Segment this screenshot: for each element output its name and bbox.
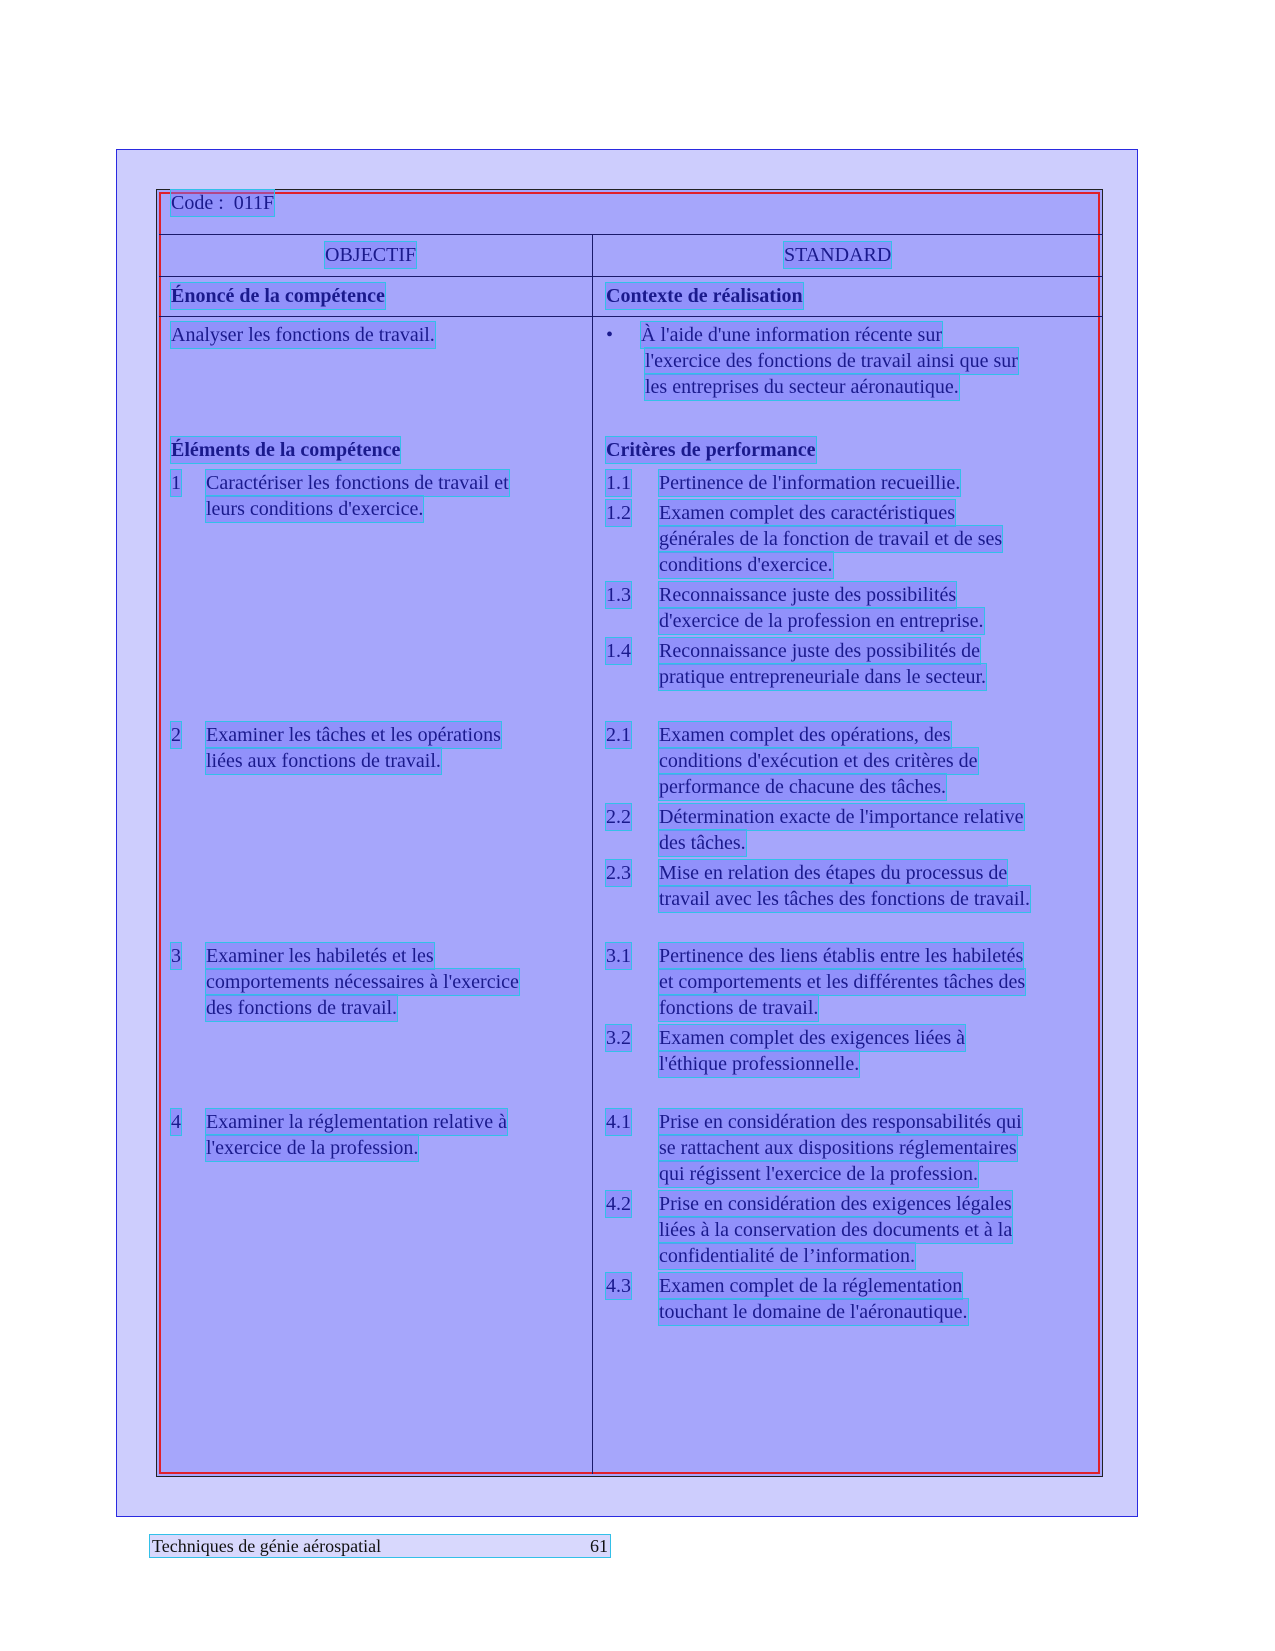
critere-line: Examen complet de la réglementation bbox=[659, 1275, 963, 1297]
critere-line: et comportements et les différentes tâches des bbox=[659, 971, 1026, 993]
elements-title: Éléments de la compétence bbox=[171, 439, 401, 461]
column-divider bbox=[592, 234, 593, 1474]
code-value: 011F bbox=[233, 192, 275, 214]
element-number: 4 bbox=[171, 1111, 181, 1133]
element-number: 3 bbox=[171, 945, 181, 967]
critere-number: 1.4 bbox=[606, 640, 631, 662]
critere-line: performance de chacune des tâches. bbox=[659, 776, 947, 798]
header-standard: STANDARD bbox=[784, 244, 892, 266]
critere-line: fonctions de travail. bbox=[659, 997, 819, 1019]
element-line: Caractériser les fonctions de travail et bbox=[206, 472, 509, 494]
critere-line: l'éthique professionnelle. bbox=[659, 1053, 860, 1075]
critere-line: Examen complet des exigences liées à bbox=[659, 1027, 965, 1049]
critere-line: Reconnaissance juste des possibilités bbox=[659, 584, 957, 606]
critere-line: confidentialité de l’information. bbox=[659, 1245, 916, 1267]
rule-under-section-titles bbox=[159, 316, 1103, 317]
critere-number: 2.3 bbox=[606, 862, 631, 884]
code-field bbox=[171, 190, 274, 216]
critere-line: travail avec les tâches des fonctions de travail. bbox=[659, 888, 1030, 910]
critere-number: 4.3 bbox=[606, 1275, 631, 1297]
critere-line: Examen complet des caractéristiques bbox=[659, 502, 955, 524]
critere-line: d'exercice de la profession en entreprise. bbox=[659, 610, 984, 632]
element-number: 2 bbox=[171, 724, 181, 746]
critere-line: générales de la fonction de travail et de ses bbox=[659, 528, 1003, 550]
contexte-line: l'exercice des fonctions de travail ainsi que sur bbox=[645, 350, 1018, 372]
criteres-title: Critères de performance bbox=[606, 439, 816, 461]
contexte-line: les entreprises du secteur aéronautique. bbox=[645, 376, 959, 398]
critere-number: 4.1 bbox=[606, 1111, 631, 1133]
element-line: leurs conditions d'exercice. bbox=[206, 498, 424, 520]
critere-number: 1.2 bbox=[606, 502, 631, 524]
enonce-text: Analyser les fonctions de travail. bbox=[171, 324, 435, 346]
header-objectif: OBJECTIF bbox=[325, 244, 417, 266]
critere-line: conditions d'exercice. bbox=[659, 554, 833, 576]
rule-under-code bbox=[159, 234, 1103, 235]
element-line: l'exercice de la profession. bbox=[206, 1137, 419, 1159]
critere-number: 1.3 bbox=[606, 584, 631, 606]
contexte-title: Contexte de réalisation bbox=[606, 285, 803, 307]
element-line: Examiner la réglementation relative à bbox=[206, 1111, 507, 1133]
page-footer bbox=[150, 1535, 610, 1557]
element-line: des fonctions de travail. bbox=[206, 997, 398, 1019]
critere-number: 2.2 bbox=[606, 806, 631, 828]
element-line: comportements nécessaires à l'exercice bbox=[206, 971, 519, 993]
critere-line: touchant le domaine de l'aéronautique. bbox=[659, 1301, 968, 1323]
critere-line: pratique entrepreneuriale dans le secteur. bbox=[659, 666, 987, 688]
critere-line: qui régissent l'exercice de la profession. bbox=[659, 1163, 979, 1185]
critere-line: Mise en relation des étapes du processus de bbox=[659, 862, 1008, 884]
footer-title: Techniques de génie aérospatial bbox=[152, 1536, 382, 1556]
critere-line: des tâches. bbox=[659, 832, 746, 854]
element-line: liées aux fonctions de travail. bbox=[206, 750, 441, 772]
critere-line: Détermination exacte de l'importance relative bbox=[659, 806, 1024, 828]
critere-number: 3.1 bbox=[606, 945, 631, 967]
critere-line: Pertinence de l'information recueillie. bbox=[659, 472, 961, 494]
element-line: Examiner les tâches et les opérations bbox=[206, 724, 501, 746]
critere-line: Examen complet des opérations, des bbox=[659, 724, 951, 746]
page-number: 61 bbox=[590, 1536, 608, 1556]
critere-line: Prise en considération des exigences légales bbox=[659, 1193, 1012, 1215]
critere-line: Prise en considération des responsabilités qui bbox=[659, 1111, 1022, 1133]
critere-line: Pertinence des liens établis entre les habiletés bbox=[659, 945, 1024, 967]
rule-under-header bbox=[159, 276, 1103, 277]
bullet-icon: • bbox=[606, 324, 614, 346]
enonce-title: Énoncé de la compétence bbox=[171, 285, 385, 307]
element-number: 1 bbox=[171, 472, 181, 494]
critere-line: se rattachent aux dispositions réglementaires bbox=[659, 1137, 1017, 1159]
critere-number: 1.1 bbox=[606, 472, 631, 494]
contexte-line: À l'aide d'une information récente sur bbox=[641, 324, 942, 346]
critere-line: conditions d'exécution et des critères de bbox=[659, 750, 978, 772]
critere-number: 2.1 bbox=[606, 724, 631, 746]
code-label: Code : bbox=[171, 192, 224, 214]
critere-number: 4.2 bbox=[606, 1193, 631, 1215]
element-line: Examiner les habiletés et les bbox=[206, 945, 434, 967]
critere-line: liées à la conservation des documents et à la bbox=[659, 1219, 1013, 1241]
critere-line: Reconnaissance juste des possibilités de bbox=[659, 640, 981, 662]
critere-number: 3.2 bbox=[606, 1027, 631, 1049]
